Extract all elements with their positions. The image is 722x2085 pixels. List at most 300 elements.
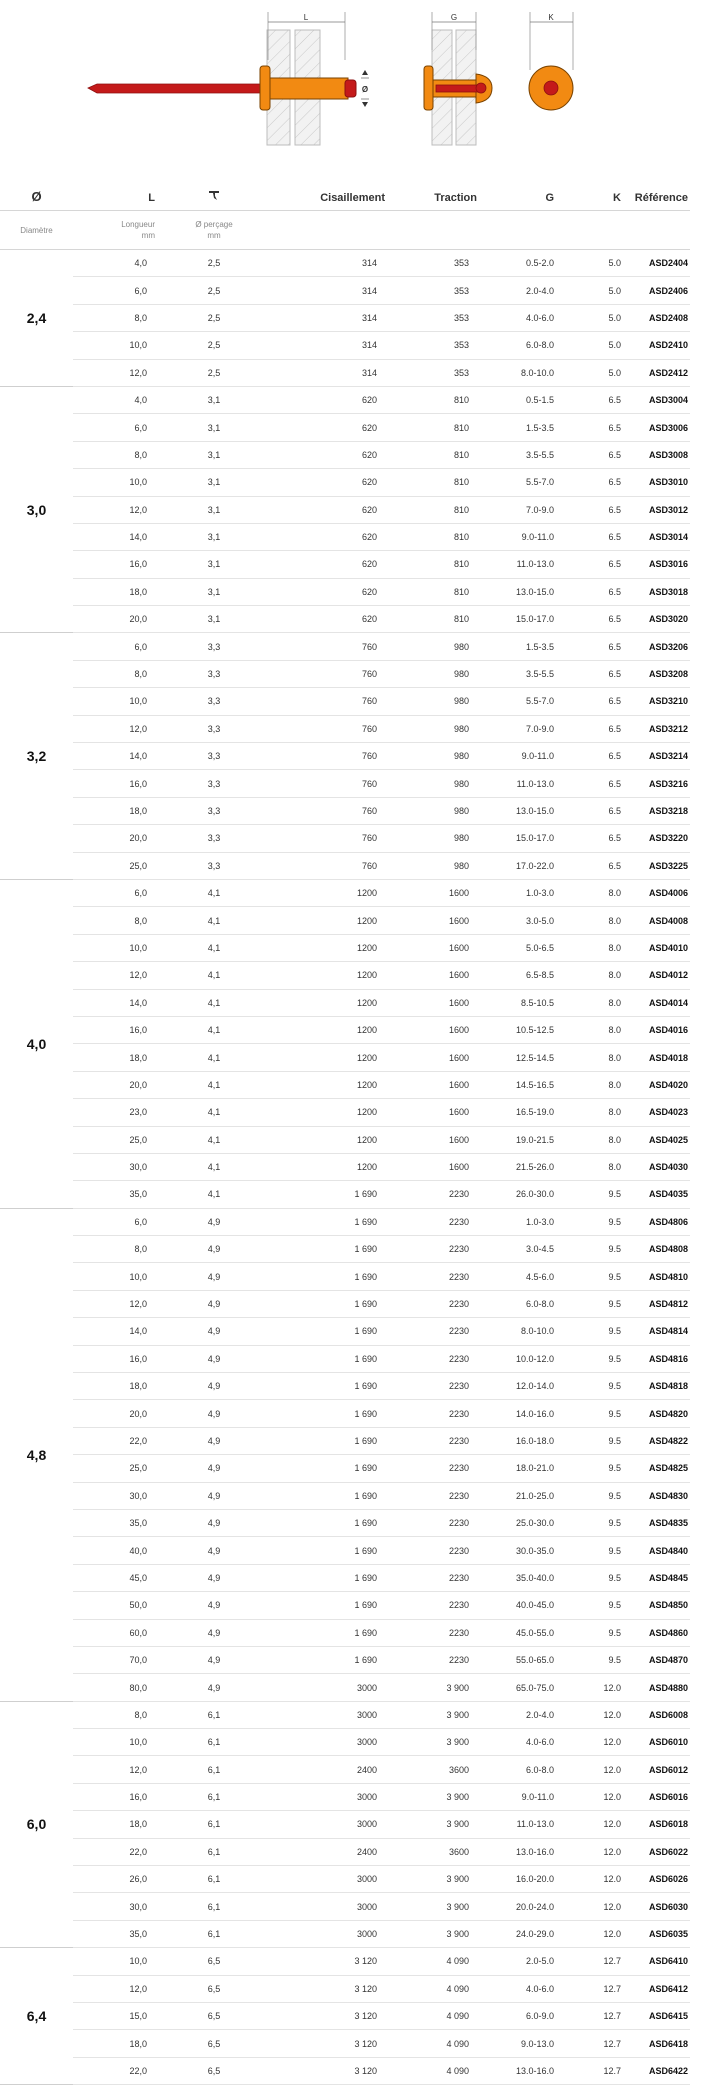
table-row xyxy=(0,441,690,468)
traction-cell: 3 900 xyxy=(385,1674,477,1701)
head-cell: 9.5 xyxy=(564,1564,627,1591)
dim-label-diameter: Ø xyxy=(361,85,369,94)
reference-cell: ASD6035 xyxy=(627,1920,690,1947)
length-cell: 8,0 xyxy=(73,1236,173,1263)
head-cell: 9.5 xyxy=(564,1181,627,1208)
traction-cell: 4 090 xyxy=(385,2057,477,2084)
table-row xyxy=(0,2030,690,2057)
traction-cell: 3 900 xyxy=(385,1729,477,1756)
head-cell: 12.0 xyxy=(564,1756,627,1783)
diameter-group-label: 3,2 xyxy=(0,633,73,880)
shear-cell: 1200 xyxy=(255,1016,385,1043)
reference-cell: ASD6022 xyxy=(627,1838,690,1865)
traction-cell: 980 xyxy=(385,770,477,797)
table-row xyxy=(0,1071,690,1098)
grip-cell: 12.0-14.0 xyxy=(477,1373,564,1400)
traction-cell: 810 xyxy=(385,606,477,633)
reference-cell: ASD4012 xyxy=(627,962,690,989)
traction-cell: 1600 xyxy=(385,1016,477,1043)
head-cell: 5.0 xyxy=(564,250,627,277)
table-row xyxy=(0,1345,690,1372)
drill-cell: 6,5 xyxy=(173,2003,255,2030)
reference-cell: ASD2408 xyxy=(627,304,690,331)
reference-cell: ASD4023 xyxy=(627,1099,690,1126)
head-cell: 9.5 xyxy=(564,1318,627,1345)
traction-cell: 4 090 xyxy=(385,1975,477,2002)
grip-cell: 6.0-9.0 xyxy=(477,2003,564,2030)
length-cell: 4,0 xyxy=(73,386,173,413)
table-row xyxy=(0,1701,690,1728)
traction-cell: 2230 xyxy=(385,1373,477,1400)
reference-cell: ASD3020 xyxy=(627,606,690,633)
table-row xyxy=(0,633,690,660)
reference-cell: ASD3214 xyxy=(627,743,690,770)
drill-cell: 3,1 xyxy=(173,441,255,468)
length-cell: 25,0 xyxy=(73,852,173,879)
grip-cell: 3.5-5.5 xyxy=(477,660,564,687)
reference-cell: ASD3006 xyxy=(627,414,690,441)
head-cell: 12.0 xyxy=(564,1674,627,1701)
table-row xyxy=(0,1427,690,1454)
grip-cell: 16.5-19.0 xyxy=(477,1099,564,1126)
drill-cell: 3,1 xyxy=(173,578,255,605)
drill-cell: 6,1 xyxy=(173,1866,255,1893)
head-cell: 6.5 xyxy=(564,797,627,824)
shear-cell: 3000 xyxy=(255,1783,385,1810)
grip-cell: 45.0-55.0 xyxy=(477,1619,564,1646)
grip-cell: 3.0-4.5 xyxy=(477,1236,564,1263)
drill-cell: 6,1 xyxy=(173,1701,255,1728)
length-cell: 40,0 xyxy=(73,1537,173,1564)
reference-cell: ASD4020 xyxy=(627,1071,690,1098)
head-cell: 12.0 xyxy=(564,1893,627,1920)
shear-cell: 3000 xyxy=(255,1893,385,1920)
reference-cell: ASD4850 xyxy=(627,1592,690,1619)
table-row xyxy=(0,1646,690,1673)
traction-cell: 1600 xyxy=(385,1126,477,1153)
reference-cell: ASD3225 xyxy=(627,852,690,879)
reference-cell: ASD2410 xyxy=(627,332,690,359)
subheader-length xyxy=(73,211,173,250)
grip-cell: 3.5-5.5 xyxy=(477,441,564,468)
header-row xyxy=(0,168,690,211)
head-cell: 8.0 xyxy=(564,1071,627,1098)
traction-cell: 980 xyxy=(385,797,477,824)
traction-cell: 1600 xyxy=(385,1153,477,1180)
subheader-drill-line2: mm xyxy=(207,231,221,240)
drill-cell: 4,1 xyxy=(173,1153,255,1180)
length-cell: 16,0 xyxy=(73,1016,173,1043)
head-cell: 6.5 xyxy=(564,852,627,879)
table-row xyxy=(0,1674,690,1701)
shear-cell: 1200 xyxy=(255,1153,385,1180)
grip-cell: 19.0-21.5 xyxy=(477,1126,564,1153)
reference-cell: ASD6012 xyxy=(627,1756,690,1783)
drill-cell: 3,1 xyxy=(173,386,255,413)
drill-cell: 4,9 xyxy=(173,1400,255,1427)
length-cell: 16,0 xyxy=(73,1783,173,1810)
shear-cell: 760 xyxy=(255,715,385,742)
length-cell: 20,0 xyxy=(73,825,173,852)
reference-cell: ASD4835 xyxy=(627,1509,690,1536)
length-cell: 12,0 xyxy=(73,1975,173,2002)
shear-cell: 1 690 xyxy=(255,1619,385,1646)
dim-label-l: L xyxy=(303,13,309,22)
traction-cell: 353 xyxy=(385,250,477,277)
table-body xyxy=(0,250,690,2085)
drill-cell: 4,9 xyxy=(173,1592,255,1619)
drill-cell: 2,5 xyxy=(173,332,255,359)
shear-cell: 2400 xyxy=(255,1756,385,1783)
shear-cell: 1 690 xyxy=(255,1318,385,1345)
length-cell: 12,0 xyxy=(73,715,173,742)
length-cell: 12,0 xyxy=(73,1756,173,1783)
grip-cell: 8.0-10.0 xyxy=(477,359,564,386)
shear-cell: 1 690 xyxy=(255,1208,385,1235)
head-cell: 8.0 xyxy=(564,989,627,1016)
drill-cell: 6,1 xyxy=(173,1729,255,1756)
length-cell: 14,0 xyxy=(73,523,173,550)
drill-cell: 4,9 xyxy=(173,1318,255,1345)
traction-cell: 2230 xyxy=(385,1564,477,1591)
table-row xyxy=(0,523,690,550)
grip-cell: 8.5-10.5 xyxy=(477,989,564,1016)
table-row xyxy=(0,1756,690,1783)
head-cell: 5.0 xyxy=(564,332,627,359)
grip-cell: 10.5-12.5 xyxy=(477,1016,564,1043)
grip-cell: 11.0-13.0 xyxy=(477,1811,564,1838)
head-cell: 9.5 xyxy=(564,1345,627,1372)
traction-cell: 980 xyxy=(385,825,477,852)
grip-cell: 21.0-25.0 xyxy=(477,1482,564,1509)
drill-cell: 3,3 xyxy=(173,852,255,879)
head-cell: 9.5 xyxy=(564,1236,627,1263)
reference-cell: ASD3210 xyxy=(627,688,690,715)
traction-cell: 2230 xyxy=(385,1455,477,1482)
shear-cell: 1 690 xyxy=(255,1181,385,1208)
traction-cell: 3 900 xyxy=(385,1811,477,1838)
subheader-length-line1: Longueur xyxy=(121,220,155,229)
drill-cell: 3,1 xyxy=(173,551,255,578)
shear-cell: 3 120 xyxy=(255,2030,385,2057)
shear-cell: 1200 xyxy=(255,1071,385,1098)
grip-cell: 0.5-1.5 xyxy=(477,386,564,413)
head-cell: 9.5 xyxy=(564,1619,627,1646)
table-row xyxy=(0,1838,690,1865)
grip-cell: 7.0-9.0 xyxy=(477,715,564,742)
table-row xyxy=(0,879,690,906)
length-cell: 14,0 xyxy=(73,1318,173,1345)
grip-cell: 8.0-10.0 xyxy=(477,1318,564,1345)
reference-cell: ASD4816 xyxy=(627,1345,690,1372)
length-cell: 15,0 xyxy=(73,2003,173,2030)
traction-cell: 353 xyxy=(385,277,477,304)
drill-cell: 4,1 xyxy=(173,1181,255,1208)
head-cell: 12.7 xyxy=(564,1975,627,2002)
head-cell: 6.5 xyxy=(564,743,627,770)
drill-cell: 4,9 xyxy=(173,1427,255,1454)
length-cell: 10,0 xyxy=(73,688,173,715)
drill-cell: 4,1 xyxy=(173,962,255,989)
grip-cell: 6.0-8.0 xyxy=(477,1290,564,1317)
table-row xyxy=(0,414,690,441)
shear-cell: 3 120 xyxy=(255,2003,385,2030)
traction-cell: 2230 xyxy=(385,1400,477,1427)
table-row xyxy=(0,578,690,605)
head-cell: 12.0 xyxy=(564,1783,627,1810)
shear-cell: 1 690 xyxy=(255,1537,385,1564)
shear-cell: 620 xyxy=(255,414,385,441)
table-row xyxy=(0,1729,690,1756)
rivet-head-view xyxy=(529,12,573,110)
drill-cell: 4,1 xyxy=(173,989,255,1016)
reference-cell: ASD4016 xyxy=(627,1016,690,1043)
drill-cell: 4,9 xyxy=(173,1290,255,1317)
head-cell: 9.5 xyxy=(564,1646,627,1673)
head-cell: 6.5 xyxy=(564,523,627,550)
grip-cell: 11.0-13.0 xyxy=(477,770,564,797)
head-cell: 6.5 xyxy=(564,770,627,797)
head-cell: 9.5 xyxy=(564,1208,627,1235)
grip-cell: 4.0-6.0 xyxy=(477,1975,564,2002)
grip-cell: 9.0-11.0 xyxy=(477,1783,564,1810)
drill-cell: 3,3 xyxy=(173,825,255,852)
grip-cell: 6.5-8.5 xyxy=(477,962,564,989)
drill-cell: 3,1 xyxy=(173,523,255,550)
subheader-drill xyxy=(173,211,255,250)
length-cell: 22,0 xyxy=(73,1838,173,1865)
length-cell: 25,0 xyxy=(73,1455,173,1482)
table-row xyxy=(0,743,690,770)
length-cell: 35,0 xyxy=(73,1920,173,1947)
drill-cell: 6,5 xyxy=(173,1975,255,2002)
drill-cell: 3,3 xyxy=(173,688,255,715)
drill-cell: 4,1 xyxy=(173,1016,255,1043)
header-g: G xyxy=(477,168,564,211)
table-row xyxy=(0,1044,690,1071)
length-cell: 6,0 xyxy=(73,879,173,906)
grip-cell: 4.0-6.0 xyxy=(477,304,564,331)
subheader-length-line2: mm xyxy=(141,231,155,240)
traction-cell: 810 xyxy=(385,578,477,605)
drill-cell: 4,9 xyxy=(173,1373,255,1400)
head-cell: 9.5 xyxy=(564,1400,627,1427)
reference-cell: ASD4025 xyxy=(627,1126,690,1153)
grip-cell: 3.0-5.0 xyxy=(477,907,564,934)
shear-cell: 620 xyxy=(255,578,385,605)
head-cell: 5.0 xyxy=(564,277,627,304)
head-cell: 6.5 xyxy=(564,551,627,578)
reference-cell: ASD3208 xyxy=(627,660,690,687)
reference-cell: ASD4018 xyxy=(627,1044,690,1071)
reference-cell: ASD4010 xyxy=(627,934,690,961)
traction-cell: 810 xyxy=(385,414,477,441)
head-cell: 6.5 xyxy=(564,660,627,687)
shear-cell: 1200 xyxy=(255,1126,385,1153)
head-cell: 8.0 xyxy=(564,962,627,989)
dim-label-g: G xyxy=(450,13,458,22)
table-row xyxy=(0,1290,690,1317)
length-cell: 18,0 xyxy=(73,797,173,824)
traction-cell: 3 900 xyxy=(385,1920,477,1947)
reference-cell: ASD6412 xyxy=(627,1975,690,2002)
grip-cell: 13.0-16.0 xyxy=(477,2057,564,2084)
drill-cell: 6,5 xyxy=(173,2057,255,2084)
reference-cell: ASD3014 xyxy=(627,523,690,550)
head-cell: 12.0 xyxy=(564,1920,627,1947)
table-row xyxy=(0,1263,690,1290)
length-cell: 16,0 xyxy=(73,1345,173,1372)
rivet-spec-table xyxy=(0,168,690,2085)
shear-cell: 3000 xyxy=(255,1811,385,1838)
reference-cell: ASD4814 xyxy=(627,1318,690,1345)
traction-cell: 810 xyxy=(385,551,477,578)
rivet-full-view xyxy=(88,12,369,145)
drill-cell: 2,5 xyxy=(173,277,255,304)
grip-cell: 15.0-17.0 xyxy=(477,825,564,852)
table-row xyxy=(0,1509,690,1536)
diameter-group-label: 6,4 xyxy=(0,1948,73,2085)
length-cell: 26,0 xyxy=(73,1866,173,1893)
length-cell: 10,0 xyxy=(73,1729,173,1756)
shear-cell: 3000 xyxy=(255,1701,385,1728)
traction-cell: 2230 xyxy=(385,1181,477,1208)
head-cell: 6.5 xyxy=(564,414,627,441)
shear-cell: 1 690 xyxy=(255,1263,385,1290)
shear-cell: 1200 xyxy=(255,1044,385,1071)
shear-cell: 620 xyxy=(255,551,385,578)
drill-cell: 4,1 xyxy=(173,1099,255,1126)
table-row xyxy=(0,1126,690,1153)
table-row xyxy=(0,469,690,496)
shear-cell: 1200 xyxy=(255,934,385,961)
reference-cell: ASD4818 xyxy=(627,1373,690,1400)
length-cell: 35,0 xyxy=(73,1509,173,1536)
grip-cell: 25.0-30.0 xyxy=(477,1509,564,1536)
grip-cell: 16.0-18.0 xyxy=(477,1427,564,1454)
grip-cell: 40.0-45.0 xyxy=(477,1592,564,1619)
drill-cell: 4,1 xyxy=(173,1126,255,1153)
drill-cell: 4,9 xyxy=(173,1482,255,1509)
grip-cell: 18.0-21.0 xyxy=(477,1455,564,1482)
shear-cell: 760 xyxy=(255,688,385,715)
table-row xyxy=(0,304,690,331)
grip-cell: 9.0-11.0 xyxy=(477,743,564,770)
length-cell: 70,0 xyxy=(73,1646,173,1673)
table-row xyxy=(0,1948,690,1975)
traction-cell: 2230 xyxy=(385,1619,477,1646)
grip-cell: 2.0-4.0 xyxy=(477,277,564,304)
drill-cell: 4,9 xyxy=(173,1263,255,1290)
rivet-diagram xyxy=(0,0,722,165)
subheader-diameter: Diamètre xyxy=(0,211,73,250)
table-row xyxy=(0,1099,690,1126)
table-row xyxy=(0,1400,690,1427)
head-cell: 12.7 xyxy=(564,2030,627,2057)
reference-cell: ASD6418 xyxy=(627,2030,690,2057)
drill-cell: 6,5 xyxy=(173,2030,255,2057)
head-cell: 8.0 xyxy=(564,907,627,934)
head-cell: 9.5 xyxy=(564,1482,627,1509)
header-length: L xyxy=(73,168,173,211)
diameter-group-label: 6,0 xyxy=(0,1701,73,1948)
length-cell: 8,0 xyxy=(73,441,173,468)
grip-cell: 1.5-3.5 xyxy=(477,633,564,660)
length-cell: 30,0 xyxy=(73,1153,173,1180)
traction-cell: 1600 xyxy=(385,1071,477,1098)
shear-cell: 1 690 xyxy=(255,1455,385,1482)
drill-cell: 4,1 xyxy=(173,1071,255,1098)
drill-cell: 6,1 xyxy=(173,1838,255,1865)
grip-cell: 4.0-6.0 xyxy=(477,1729,564,1756)
length-cell: 18,0 xyxy=(73,1811,173,1838)
traction-cell: 980 xyxy=(385,743,477,770)
rivet-set-view xyxy=(424,12,492,145)
shear-cell: 1 690 xyxy=(255,1646,385,1673)
drill-cell: 3,3 xyxy=(173,633,255,660)
length-cell: 16,0 xyxy=(73,770,173,797)
reference-cell: ASD4822 xyxy=(627,1427,690,1454)
shear-cell: 314 xyxy=(255,332,385,359)
shear-cell: 620 xyxy=(255,606,385,633)
table-row xyxy=(0,277,690,304)
grip-cell: 9.0-13.0 xyxy=(477,2030,564,2057)
head-cell: 6.5 xyxy=(564,606,627,633)
grip-cell: 20.0-24.0 xyxy=(477,1893,564,1920)
shear-cell: 1 690 xyxy=(255,1290,385,1317)
drill-cell: 4,9 xyxy=(173,1345,255,1372)
drill-cell: 6,1 xyxy=(173,1811,255,1838)
head-cell: 6.5 xyxy=(564,386,627,413)
table-row xyxy=(0,934,690,961)
drill-cell: 6,1 xyxy=(173,1920,255,1947)
shear-cell: 1 690 xyxy=(255,1564,385,1591)
drill-cell: 4,1 xyxy=(173,1044,255,1071)
table-row xyxy=(0,825,690,852)
shear-cell: 3 120 xyxy=(255,2057,385,2084)
traction-cell: 980 xyxy=(385,852,477,879)
shear-cell: 1 690 xyxy=(255,1592,385,1619)
length-cell: 6,0 xyxy=(73,414,173,441)
reference-cell: ASD2406 xyxy=(627,277,690,304)
drill-cell: 3,3 xyxy=(173,660,255,687)
reference-cell: ASD4030 xyxy=(627,1153,690,1180)
reference-cell: ASD3010 xyxy=(627,469,690,496)
traction-cell: 980 xyxy=(385,660,477,687)
traction-cell: 2230 xyxy=(385,1290,477,1317)
traction-cell: 810 xyxy=(385,441,477,468)
traction-cell: 4 090 xyxy=(385,1948,477,1975)
length-cell: 20,0 xyxy=(73,1400,173,1427)
length-cell: 10,0 xyxy=(73,934,173,961)
length-cell: 25,0 xyxy=(73,1126,173,1153)
grip-cell: 5.5-7.0 xyxy=(477,688,564,715)
reference-cell: ASD2404 xyxy=(627,250,690,277)
shear-cell: 620 xyxy=(255,523,385,550)
traction-cell: 2230 xyxy=(385,1236,477,1263)
traction-cell: 980 xyxy=(385,688,477,715)
traction-cell: 2230 xyxy=(385,1208,477,1235)
length-cell: 18,0 xyxy=(73,2030,173,2057)
table-row xyxy=(0,1811,690,1838)
table-row xyxy=(0,359,690,386)
length-cell: 12,0 xyxy=(73,1290,173,1317)
traction-cell: 2230 xyxy=(385,1482,477,1509)
table-row xyxy=(0,1866,690,1893)
head-cell: 9.5 xyxy=(564,1427,627,1454)
grip-cell: 13.0-16.0 xyxy=(477,1838,564,1865)
drill-cell: 6,1 xyxy=(173,1893,255,1920)
